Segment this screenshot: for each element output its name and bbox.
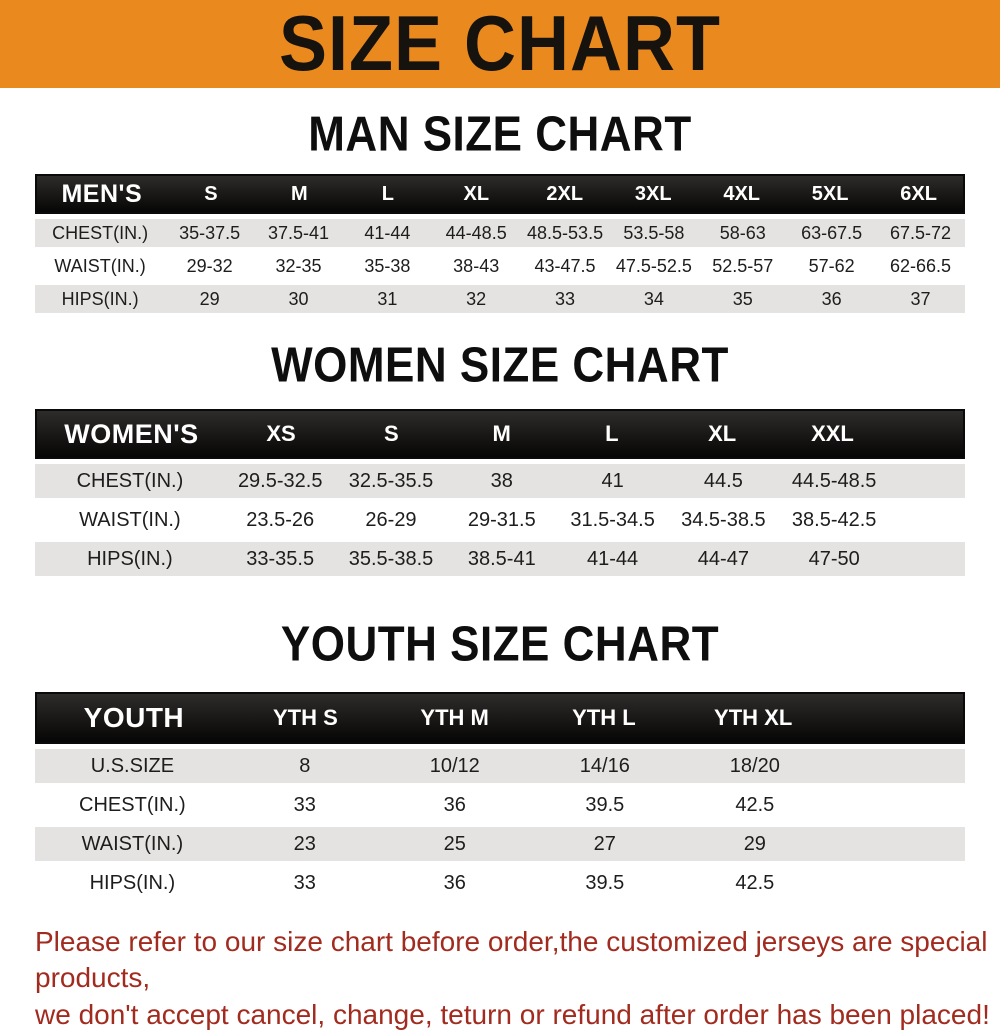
men-section-title-text: MAN SIZE CHART xyxy=(308,107,692,162)
value-cell: 34 xyxy=(643,288,664,309)
size-column-header: L xyxy=(605,421,619,446)
value-cell: 10/12 xyxy=(429,754,480,777)
size-column-header: M xyxy=(290,182,308,205)
value-cell: 33 xyxy=(555,288,576,309)
order-disclaimer xyxy=(35,924,1000,1033)
value-cell: 27 xyxy=(593,832,616,855)
size-column-header: 4XL xyxy=(723,182,761,205)
size-column-header: 3XL xyxy=(634,182,672,205)
value-cell: 63-67.5 xyxy=(801,222,863,243)
value-cell: 35-38 xyxy=(364,255,411,276)
men-section-title xyxy=(0,107,1000,162)
value-cell: 29 xyxy=(199,288,220,309)
value-cell: 23.5-26 xyxy=(246,508,315,531)
value-cell: 29.5-32.5 xyxy=(237,469,323,492)
value-cell: 41-44 xyxy=(364,222,411,243)
value-cell: 29-32 xyxy=(186,255,233,276)
value-cell: 35 xyxy=(732,288,753,309)
value-cell: 36 xyxy=(443,793,466,816)
size-column-header: YTH S xyxy=(273,705,338,730)
size-column-header: XXL xyxy=(811,421,854,446)
size-column-header: S xyxy=(204,182,218,205)
size-column-header: S xyxy=(384,421,399,446)
value-cell: 31 xyxy=(377,288,398,309)
value-cell: 35-37.5 xyxy=(179,222,241,243)
women-hips-row xyxy=(35,542,965,576)
value-cell: 43-47.5 xyxy=(534,255,596,276)
men-table-header-row xyxy=(35,174,965,214)
men-hips-row xyxy=(35,285,965,313)
value-cell: 37 xyxy=(910,288,931,309)
row-label: HIPS(IN.) xyxy=(87,547,173,570)
value-cell: 42.5 xyxy=(735,793,775,816)
women-section-title xyxy=(0,338,1000,393)
value-cell: 36 xyxy=(443,871,466,894)
value-cell: 26-29 xyxy=(365,508,417,531)
youth-section-title-text: YOUTH SIZE CHART xyxy=(280,617,720,672)
row-label: U.S.SIZE xyxy=(90,754,175,777)
value-cell: 37.5-41 xyxy=(267,222,329,243)
value-cell: 29-31.5 xyxy=(467,508,536,531)
value-cell: 53.5-58 xyxy=(623,222,685,243)
men-chest-row xyxy=(35,219,965,247)
size-column-header: XL xyxy=(708,421,737,446)
value-cell: 42.5 xyxy=(735,871,775,894)
value-cell: 38.5-41 xyxy=(467,547,536,570)
men-waist-row xyxy=(35,252,965,280)
row-label: WAIST(IN.) xyxy=(54,255,146,276)
row-label: CHEST(IN.) xyxy=(79,793,186,816)
size-column-header: 2XL xyxy=(546,182,584,205)
youth-hips-row xyxy=(35,866,965,900)
value-cell: 38.5-42.5 xyxy=(791,508,877,531)
value-cell: 30 xyxy=(288,288,309,309)
row-label: WAIST(IN.) xyxy=(79,508,181,531)
value-cell: 67.5-72 xyxy=(889,222,952,243)
banner-title: SIZE CHART xyxy=(279,0,721,88)
value-cell: 34.5-38.5 xyxy=(681,508,766,531)
value-cell: 39.5 xyxy=(585,793,625,816)
youth-section-title xyxy=(0,617,1000,672)
women-waist-row xyxy=(35,503,965,537)
value-cell: 44.5-48.5 xyxy=(791,469,877,492)
women-table-header-row xyxy=(35,409,965,459)
value-cell: 47-50 xyxy=(808,547,860,570)
value-cell: 18/20 xyxy=(729,754,780,777)
value-cell: 62-66.5 xyxy=(889,255,952,276)
size-column-header: L xyxy=(381,182,394,205)
youth-chest-row xyxy=(35,788,965,822)
value-cell: 58-63 xyxy=(719,222,766,243)
women-size-table xyxy=(35,409,965,576)
row-label: HIPS(IN.) xyxy=(89,871,176,894)
value-cell: 41 xyxy=(601,469,624,492)
value-cell: 32-35 xyxy=(275,255,322,276)
value-cell: 44.5 xyxy=(703,469,743,492)
youth-header-label: YOUTH xyxy=(83,702,185,733)
value-cell: 33-35.5 xyxy=(246,547,315,570)
value-cell: 52.5-57 xyxy=(712,255,774,276)
value-cell: 14/16 xyxy=(579,754,630,777)
row-label: HIPS(IN.) xyxy=(61,288,139,309)
value-cell: 29 xyxy=(743,832,766,855)
women-header-label: WOMEN'S xyxy=(64,418,199,449)
value-cell: 44-47 xyxy=(697,547,749,570)
value-cell: 32.5-35.5 xyxy=(348,469,434,492)
value-cell: 57-62 xyxy=(808,255,855,276)
youth-ussize-row xyxy=(35,749,965,783)
men-header-label: MEN'S xyxy=(61,179,143,208)
size-column-header: YTH M xyxy=(420,705,489,730)
banner xyxy=(0,0,1000,88)
women-chest-row xyxy=(35,464,965,498)
value-cell: 38-43 xyxy=(453,255,500,276)
value-cell: 47.5-52.5 xyxy=(615,255,692,276)
size-column-header: XL xyxy=(463,182,490,205)
value-cell: 39.5 xyxy=(585,871,625,894)
value-cell: 33 xyxy=(293,871,316,894)
row-label: CHEST(IN.) xyxy=(52,222,149,243)
youth-waist-row xyxy=(35,827,965,861)
youth-size-table xyxy=(35,692,965,900)
value-cell: 23 xyxy=(293,832,316,855)
youth-table-header-row xyxy=(35,692,965,744)
value-cell: 41-44 xyxy=(587,547,639,570)
size-column-header: 6XL xyxy=(900,182,937,205)
value-cell: 32 xyxy=(466,288,487,309)
value-cell: 33 xyxy=(293,793,316,816)
value-cell: 25 xyxy=(443,832,466,855)
size-column-header: YTH L xyxy=(572,705,636,730)
size-column-header: M xyxy=(492,421,511,446)
value-cell: 44-48.5 xyxy=(445,222,507,243)
value-cell: 48.5-53.5 xyxy=(527,222,604,243)
value-cell: 8 xyxy=(299,754,311,777)
row-label: CHEST(IN.) xyxy=(76,469,184,492)
size-column-header: XS xyxy=(266,421,296,446)
row-label: WAIST(IN.) xyxy=(81,832,184,855)
disclaimer-line-2: we don't accept cancel, change, teturn or refund after order has been placed! xyxy=(35,998,990,1030)
size-column-header: 5XL xyxy=(811,182,849,205)
size-column-header: YTH XL xyxy=(714,705,793,730)
value-cell: 36 xyxy=(821,288,842,309)
women-section-title-text: WOMEN SIZE CHART xyxy=(271,338,729,393)
disclaimer-line-1: Please refer to our size chart before order,the customized jerseys are special products, xyxy=(35,926,988,994)
men-size-table xyxy=(35,174,965,313)
value-cell: 31.5-34.5 xyxy=(570,508,655,531)
value-cell: 35.5-38.5 xyxy=(348,547,434,570)
value-cell: 38 xyxy=(490,469,513,492)
